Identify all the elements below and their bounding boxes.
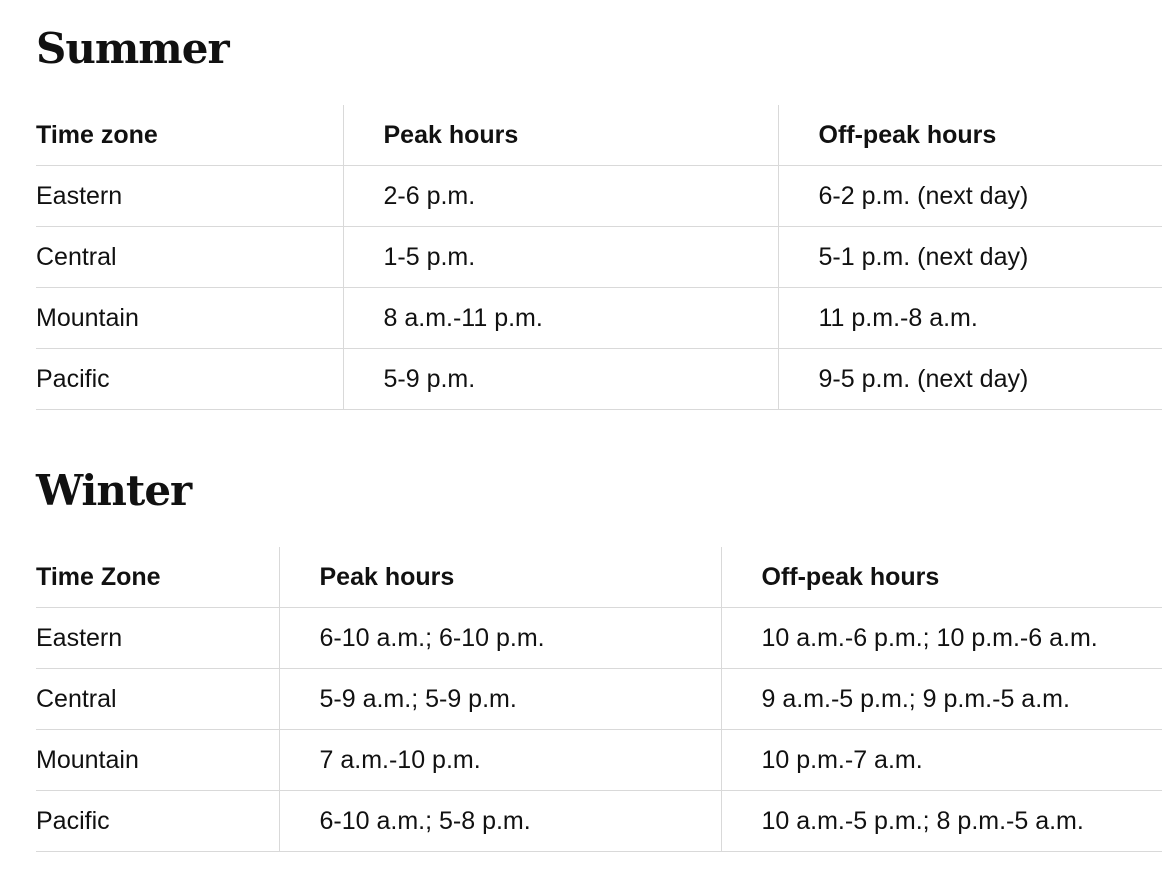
time-zone-cell: Central <box>36 669 279 730</box>
peak-hours-cell: 8 a.m.-11 p.m. <box>343 288 778 349</box>
column-header-off-peak-hours: Off-peak hours <box>778 105 1162 166</box>
table-row <box>36 166 1162 227</box>
table-header-row <box>36 547 1162 608</box>
table-row <box>36 608 1162 669</box>
time-zone-cell: Central <box>36 227 343 288</box>
time-zone-cell: Mountain <box>36 730 279 791</box>
time-zone-cell: Pacific <box>36 349 343 410</box>
off-peak-hours-cell: 9-5 p.m. (next day) <box>778 349 1162 410</box>
table-row <box>36 288 1162 349</box>
peak-hours-cell: 6-10 a.m.; 5-8 p.m. <box>279 791 721 852</box>
winter-hours-table <box>36 547 1162 852</box>
column-header-time-zone: Time zone <box>36 105 343 166</box>
off-peak-hours-cell: 6-2 p.m. (next day) <box>778 166 1162 227</box>
off-peak-hours-cell: 5-1 p.m. (next day) <box>778 227 1162 288</box>
time-zone-cell: Eastern <box>36 608 279 669</box>
winter-heading: Winter <box>36 466 192 515</box>
column-header-time-zone: Time Zone <box>36 547 279 608</box>
off-peak-hours-cell: 10 a.m.-5 p.m.; 8 p.m.-5 a.m. <box>721 791 1162 852</box>
table-row <box>36 730 1162 791</box>
column-header-off-peak-hours: Off-peak hours <box>721 547 1162 608</box>
peak-hours-cell: 7 a.m.-10 p.m. <box>279 730 721 791</box>
peak-hours-cell: 2-6 p.m. <box>343 166 778 227</box>
summer-hours-table <box>36 105 1162 410</box>
off-peak-hours-cell: 11 p.m.-8 a.m. <box>778 288 1162 349</box>
off-peak-hours-cell: 10 a.m.-6 p.m.; 10 p.m.-6 a.m. <box>721 608 1162 669</box>
peak-hours-cell: 5-9 p.m. <box>343 349 778 410</box>
column-header-peak-hours: Peak hours <box>279 547 721 608</box>
table-header-row <box>36 105 1162 166</box>
peak-hours-cell: 5-9 a.m.; 5-9 p.m. <box>279 669 721 730</box>
table-row <box>36 349 1162 410</box>
peak-hours-cell: 6-10 a.m.; 6-10 p.m. <box>279 608 721 669</box>
time-zone-cell: Pacific <box>36 791 279 852</box>
table-row <box>36 791 1162 852</box>
table-row <box>36 669 1162 730</box>
time-zone-cell: Mountain <box>36 288 343 349</box>
table-row <box>36 227 1162 288</box>
time-zone-cell: Eastern <box>36 166 343 227</box>
summer-heading: Summer <box>36 24 229 73</box>
off-peak-hours-cell: 10 p.m.-7 a.m. <box>721 730 1162 791</box>
peak-hours-cell: 1-5 p.m. <box>343 227 778 288</box>
off-peak-hours-cell: 9 a.m.-5 p.m.; 9 p.m.-5 a.m. <box>721 669 1162 730</box>
column-header-peak-hours: Peak hours <box>343 105 778 166</box>
